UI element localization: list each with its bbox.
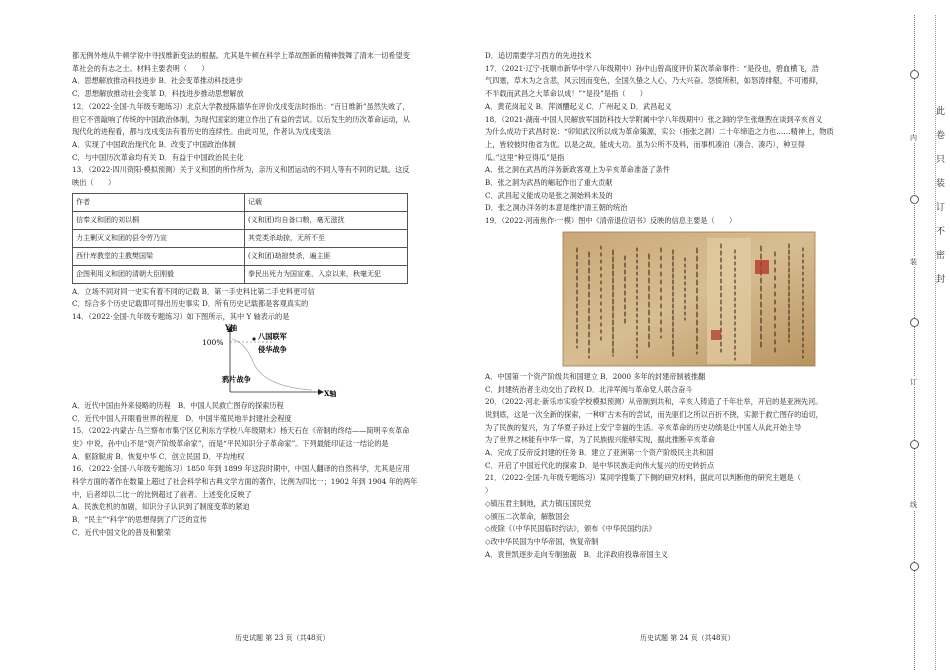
text-line: ◇改中华民国为中华帝国，恢复帝制: [485, 536, 599, 546]
binding-circle: [910, 195, 919, 204]
table-row: [73, 211, 408, 229]
text-line: ◇废除《（中华民国临时约法》，颁布《中华民国约法》: [485, 524, 656, 534]
text-line: 革社会的有志之士。材料主要表明（ ）: [72, 63, 209, 73]
text-line: 12．（2022·全国·九年级专题练习）北京大学教授陈德华在评价戊戌变法时指出：“百日维新”虽然失败了，: [72, 101, 410, 111]
binding-dotted-line: [914, 15, 915, 670]
table-header-cell: 作者: [73, 193, 245, 211]
text-line: 不半载而武昌之大革命以成！”“是役”是指（ ）: [485, 89, 647, 99]
point-marker: [252, 337, 255, 340]
table-cell: (义和团)劫掠焚杀，遍主匪: [245, 247, 408, 265]
table-cell: 其党类杀劫掠，无所不至: [245, 229, 408, 247]
text-line: 瓜。”这里“种豆得瓜”是指: [485, 152, 565, 162]
figure-label: 八国联军: [258, 331, 287, 341]
q13-table: [72, 193, 408, 284]
text-line: 15．（2022·内蒙古·乌兰察布市集宁区亿利东方学校八年级期末）杨天石在《帝制的终结——简明辛亥革命: [72, 426, 410, 436]
text-line: C．武昌起义能成功是张之洞始料未及的: [485, 190, 613, 200]
text-line: 中，后者却以二比一的比例超过了前者。上述变化反映了: [72, 489, 252, 499]
text-line: ）: [485, 486, 493, 496]
binding-warning-char: 密: [936, 251, 946, 261]
figure-label: 侵华战争: [258, 344, 287, 354]
text-line: 18．（2021·湖南·中国人民解放军国防科技大学附属中学八年级期中）张之洞的学生张继煦在谈到辛亥首义: [485, 114, 823, 124]
page-footer-right: 历史试题 第 24 页（共48页）: [640, 634, 735, 642]
y-axis-label: Y轴: [225, 323, 237, 332]
binding-circle: [910, 318, 919, 327]
text-line: D．追切需要学习西方的先进技术: [485, 51, 592, 60]
text-line: A．袁世凯逐步走向专制独裁 B．北洋政府投靠帝国主义: [485, 549, 668, 559]
text-line: 说到底，这是一次全新的探索，一种旷古未有的尝试，而先驱们之所以百折不挠，实源于救亡图存的追切，: [485, 409, 823, 419]
table-header-row: [73, 193, 408, 211]
text-line: 上，皆较彼时他省为优。以是之故，能成大功。虽为公所不及料，而事机凑泊（凑合、凑巧），种豆得: [485, 139, 805, 149]
seal-stamp: [755, 260, 769, 274]
table-row: [73, 229, 408, 247]
text-line: 科学方面的著作在数量上超过了社会科学和古典文学方面的著作，比例为四比一；1902 年到 1904 年的两年: [72, 477, 418, 487]
binding-circle: [910, 562, 919, 571]
binding-warning-char: 装: [936, 179, 946, 189]
text-line: A．思想解放推动科技进步 B．社会变革推动科技进步: [72, 76, 243, 86]
text-line: C．开启了中国近代化的探索 D．是中华民族走向伟大复兴的历史转折点: [485, 460, 715, 470]
binding-warning-char: 订: [936, 203, 946, 213]
text-line: 史》中说，孙中山不是“资产阶级革命家”，而是“平民知识分子革命家”。下列最能印证这一结论的是: [72, 438, 389, 448]
text-line: A．张之洞在武昌的洋务新政客观上为辛亥革命准备了条件: [485, 165, 670, 175]
text-line: C．与中国历次革命均有关 D．有益于中国政治民主化: [72, 152, 244, 162]
binding-warning-char: 不: [936, 227, 946, 237]
text-line: A．实现了中国政治现代化 B．改变了中国政治体制: [72, 139, 236, 149]
seal-stamp: [711, 330, 721, 340]
text-line: C．思想解放推动社会变革 D．科技进步推动思想解放: [72, 89, 244, 99]
text-line: 映出（ ）: [72, 178, 116, 188]
text-line: C．封建统治者主动交出了政权 D．北洋军阀与革命党人联合奋斗: [485, 384, 693, 394]
text-line: 20．（2022·河北·新乐市实验学校模拟预测）从帝制到共和，辛亥人铸造了千年壮举，开启的是亚洲先河。: [485, 397, 823, 407]
text-line: 16．（2022·全国·八年级专题练习）1850 年到 1899 年这段时期中，中国人翻译的自然科学，尤其是应用: [72, 464, 410, 474]
text-line: C．近代中国文化的普及和繁荣: [72, 527, 171, 537]
q14-figure: [72, 324, 482, 400]
left-column: [72, 50, 482, 540]
table-row: [73, 247, 408, 265]
binding-warning-char: 封: [936, 275, 946, 285]
page-footer-left: 历史试题 第 23 页（共48页）: [235, 634, 330, 642]
text-line: A．近代中国由外来侵略的历程 B．中国人民救亡图存的探索历程: [72, 400, 284, 410]
binding-mark: 线: [910, 501, 917, 509]
table-row: [73, 265, 408, 283]
binding-mark: 订: [910, 378, 917, 386]
figure-label: 鸦片战争: [222, 374, 251, 384]
text-line: 但它不啻敲响了传统的中国政治体制，为现代国家的建立作出了有益的尝试。以后发生的历次革命运动，从: [72, 114, 410, 124]
text-line: 19．（2022·河南焦作·一模）图中《清帝退位诏书》反映的信息主要是（ ）: [485, 216, 737, 226]
x-axis-label: X轴: [324, 388, 337, 398]
text-line: A．完成了反帝反封建的任务 B．建立了亚洲第一个资产阶级民主共和国: [485, 448, 714, 458]
binding-circle: [910, 440, 919, 449]
text-line: 17．（2021·辽宁·抚顺市新华中学八年级期中）孙中山曾高度评价某次革命事件：“是役也，碧血横飞，浩: [485, 63, 819, 73]
table-cell: 信奉义和团的刘以桐: [73, 211, 245, 229]
text-line: C．综合多个历史记载即可得出历史事实 D．所有历史记载都是客观真实的: [72, 299, 309, 309]
text-line: C．近代中国人开眼看世界的程度 D．中国半殖民地半封建社会程度: [72, 413, 292, 423]
text-line: 气四塞，草木为之含悲，风云因而变色，全国久蛰之人心，乃大兴奋。怨愤所积，如怒涛排壑，不可遏抑，: [485, 76, 823, 86]
text-line: 为了民族的复兴，为了华夏子孙过上安宁幸福的生活。辛亥革命的历史功绩是让中国人从此开始主导: [485, 422, 802, 432]
table-header-cell: 记载: [245, 193, 408, 211]
text-line: A．民族危机的加剧，知识分子认识到了制度变革的紧迫: [72, 502, 250, 512]
text-line: A．中国第一个资产阶级共和国建立 B．2000 多年的封建帝制被推翻: [485, 371, 706, 381]
text-line: 都无例外地从牛顿学说中寻找维新变法的根据。尤其是牛顿在科学上革故图新的精神鼓舞了清末一切希望变: [72, 51, 410, 60]
table-cell: 拳民出死力为国宣难，入京以来，秋毫无犯: [245, 265, 408, 283]
text-line: 14．（2022·全国·九年级专题练习）如下图所示，其中 Y 轴表示的是: [72, 312, 290, 322]
text-line: 13．（2022·四川资阳·模拟预测）关于义和团的所作所为，亲历义和团运动的不同人等有不同的记载。这反: [72, 165, 410, 175]
table-cell: 企图利用义和团的清朝大臣刚毅: [73, 265, 245, 283]
binding-warning-char: 只: [936, 155, 946, 165]
text-line: 为了世界之林能有中华一席，为了民族振兴能够实现，据此推断辛亥革命: [485, 435, 716, 445]
text-line: A．立场不同对同一史实有着不同的记载 B．第一手史料比第二手史料更可信: [72, 286, 315, 296]
text-line: A．驱除鞑虏 B．恢复中华 C．创立民国 D．平均地权: [72, 451, 245, 461]
text-line: D．张之洞办洋务的本意是维护清王朝的统治: [485, 203, 628, 213]
text-line: B．张之洞为武昌的崛起作出了重大贡献: [485, 178, 613, 188]
binding-mark: 装: [910, 258, 917, 266]
text-line: 为什么成功于武昌时说：“卯知武汉所以成为革命策源，实公（指张之洞）二十年缔造之力也……精神上，物质: [485, 127, 834, 137]
text-line: B．“民主”“科学”的思想得到了广泛的宣传: [72, 515, 207, 525]
binding-warning-char: 此: [936, 107, 946, 117]
table-cell: 西什库教堂的主教樊国梁: [73, 247, 245, 265]
text-line: 现代化的进程看，都与戊戌变法有着历史的连续性。由此可见，作者认为戊戌变法: [72, 127, 331, 137]
abdication-edict-image: [485, 230, 895, 368]
table-cell: 力主剿灭义和团的县令劳乃宣: [73, 229, 245, 247]
binding-circle: [910, 70, 919, 79]
binding-margin: [895, 0, 950, 672]
percent-label: 100%: [202, 337, 224, 347]
text-line: ◇镇压君主制地，武力镇压国民党: [485, 498, 592, 508]
binding-warning-char: 卷: [936, 131, 946, 141]
text-line: ◇颁压二次革命，解散国会: [485, 511, 570, 521]
text-line: A．黄花岗起义 B．萍浏醴起义 C．广州起义 D．武昌起义: [485, 101, 672, 111]
right-column: [485, 50, 895, 561]
text-line: 21．（2022·全国·九年级专题练习）某同学搜集了下侧的研究材料，据此可以判断他的研究主题是（: [485, 473, 801, 483]
binding-mark: 内: [910, 134, 917, 142]
table-cell: (义和团)均自备口粮，毫无滋扰: [245, 211, 408, 229]
